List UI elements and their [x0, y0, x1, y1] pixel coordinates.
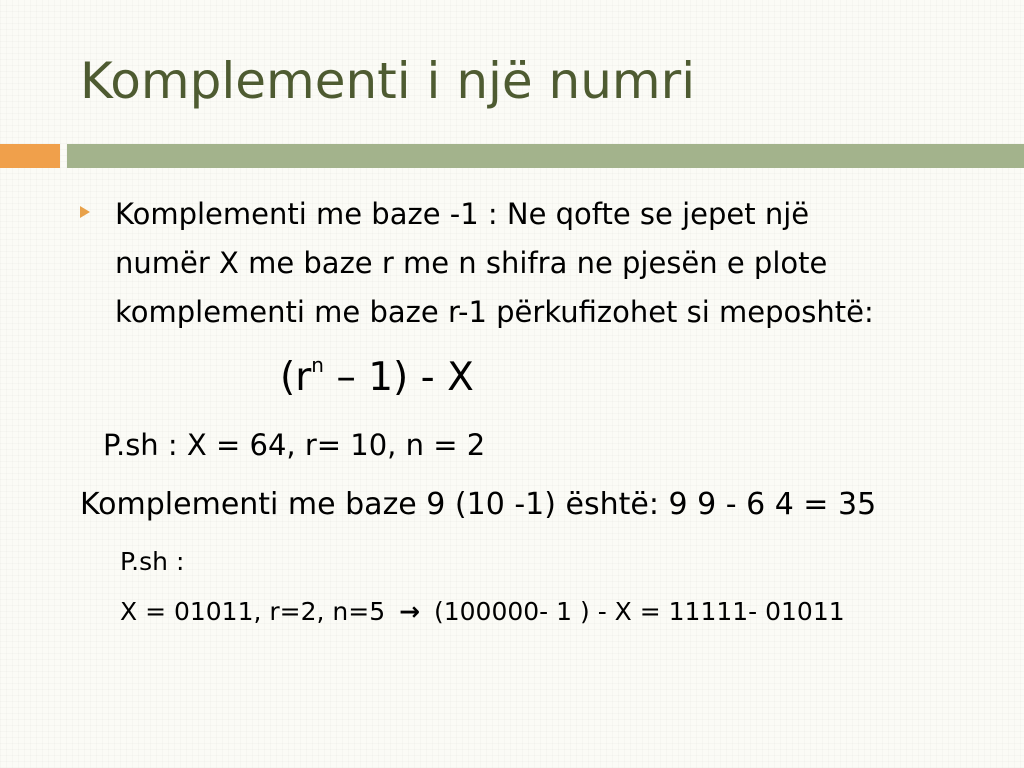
example-1: P.sh : X = 64, r= 10, n = 2 [103, 428, 486, 462]
slide-title: Komplementi i një numri [80, 52, 696, 110]
binary-example-right: (100000- 1 ) - X = 11111- 01011 [433, 597, 845, 626]
paragraph-line-1: Komplementi me baze -1 : Ne qofte se jepet një [115, 197, 810, 231]
paragraph-line-2: numër X me baze r me n shifra ne pjesën e plote [115, 246, 828, 280]
example-3-label: P.sh : [120, 547, 185, 576]
formula-open: (r [280, 355, 312, 400]
formula-rest: – 1) - X [323, 355, 474, 400]
formula-exponent: n [311, 353, 324, 377]
paragraph-line-3: komplementi me baze r-1 përkufizohet si meposhtë: [115, 295, 874, 329]
triangle-bullet-icon [80, 206, 90, 218]
binary-example-left: X = 01011, r=2, n=5 [120, 597, 386, 626]
green-accent-bar [67, 144, 1024, 168]
definition-paragraph [115, 190, 995, 337]
formula [280, 353, 474, 400]
binary-example [120, 597, 845, 626]
orange-accent-bar [0, 144, 60, 168]
right-arrow-icon: → [399, 597, 421, 626]
example-2: Komplementi me baze 9 (10 -1) është: 9 9 - 6 4 = 35 [80, 487, 877, 522]
